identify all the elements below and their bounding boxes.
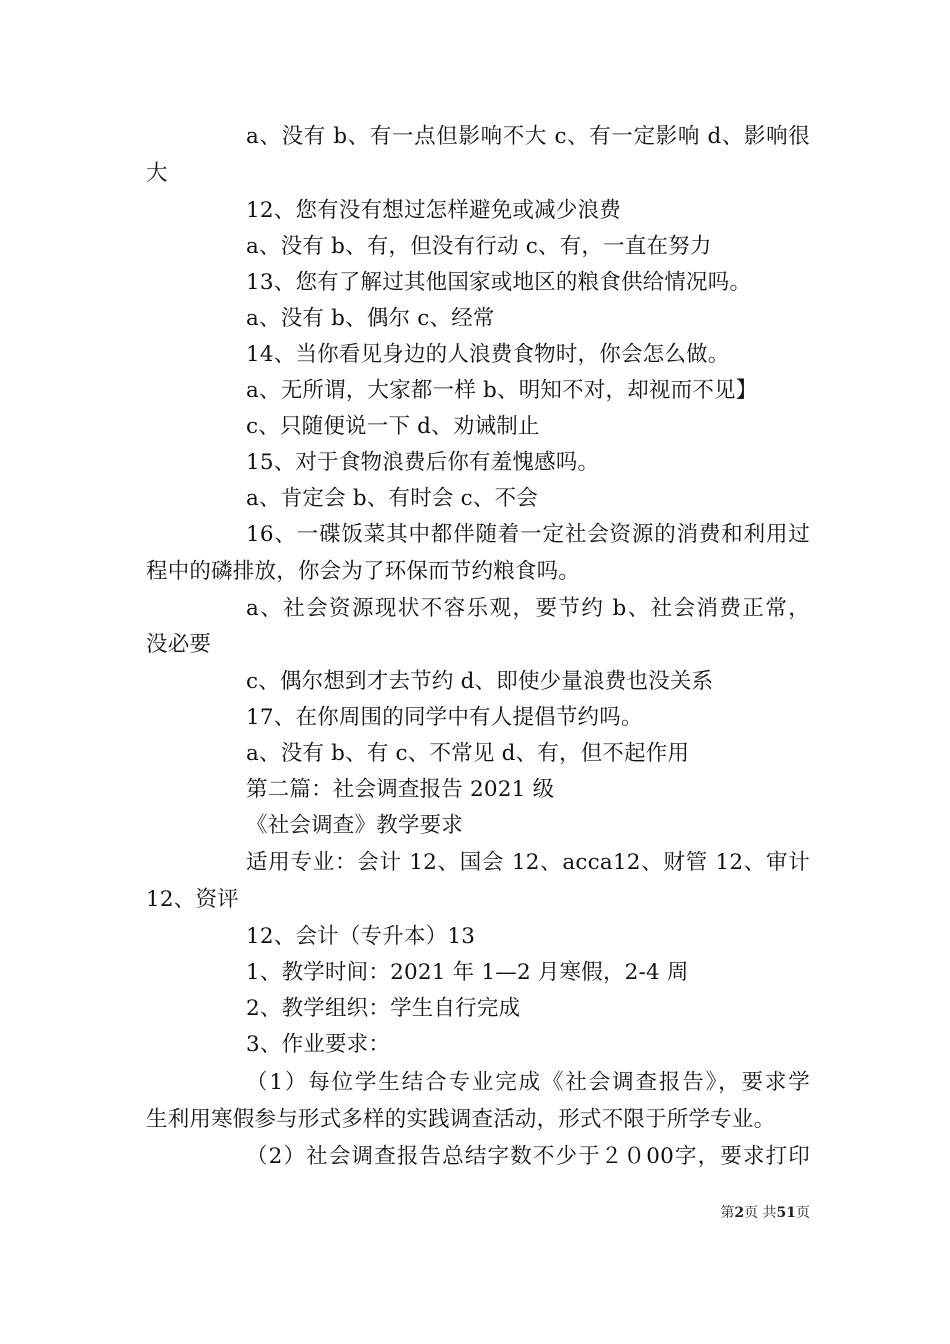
text-line: 12、资评 [146,887,239,912]
text-line: 1、教学时间：2021 年 1—2 月寒假，2-4 周 [246,960,689,985]
text-line: 程中的磷排放，你会为了环保而节约粮食吗。 [146,559,581,584]
text-line: 《社会调查》教学要求 [246,813,464,838]
text-line: 生利用寒假参与形式多样的实践调查活动，形式不限于所学专业。 [146,1107,776,1132]
text-line: a、社会资源现状不容乐观，要节约 b、社会消费正常， [246,596,810,621]
text-line: 16、一碟饭菜其中都伴随着一定社会资源的消费和利用过 [246,522,810,547]
section-heading: 第二篇：社会调查报告 2021 级 [246,777,555,802]
text-line: 3、作业要求： [246,1032,391,1057]
text-line: a、无所谓，大家都一样 b、明知不对，却视而不见】 [246,378,758,403]
page-footer [700,1203,810,1223]
text-line: 大 [146,161,168,186]
text-line: a、没有 b、有，但没有行动 c、有，一直在努力 [246,234,712,259]
text-line: 17、在你周围的同学中有人提倡节约吗。 [246,705,643,730]
total-page-count: 51 [776,1205,796,1221]
footer-prefix: 第 [720,1205,735,1221]
text-line: 13、您有了解过其他国家或地区的粮食供给情况吗。 [246,270,752,295]
text-line: 适用专业：会计 12、国会 12、acca12、财管 12、审计 [246,850,810,875]
footer-suffix: 页 [796,1205,810,1221]
text-line: a、没有 b、有一点但影响不大 c、有一定影响 d、影响很 [246,124,810,149]
text-line: （1）每位学生结合专业完成《社会调查报告》，要求学 [246,1070,810,1095]
text-line: c、只随便说一下 d、劝诫制止 [246,414,540,439]
text-line: 12、会计（专升本）13 [246,924,476,949]
text-line: 14、当你看见身边的人浪费食物时，你会怎么做。 [246,342,730,367]
current-page-number: 2 [734,1205,745,1221]
text-line: 12、您有没有想过怎样避免或减少浪费 [246,198,621,223]
text-line: a、没有 b、有 c、不常见 d、有，但不起作用 [246,741,690,766]
text-line: c、偶尔想到才去节约 d、即使少量浪费也没关系 [246,669,714,694]
text-line: 2、教学组织：学生自行完成 [246,996,521,1021]
text-line: （2）社会调查报告总结字数不少于２０00字，要求打印 [246,1144,810,1169]
text-line: 15、对于食物浪费后你有羞愧感吗。 [246,450,600,475]
text-line: 没必要 [146,632,212,657]
footer-middle: 页 共 [744,1205,777,1221]
text-line: a、没有 b、偶尔 c、经常 [246,306,495,331]
text-line: a、肯定会 b、有时会 c、不会 [246,486,538,511]
